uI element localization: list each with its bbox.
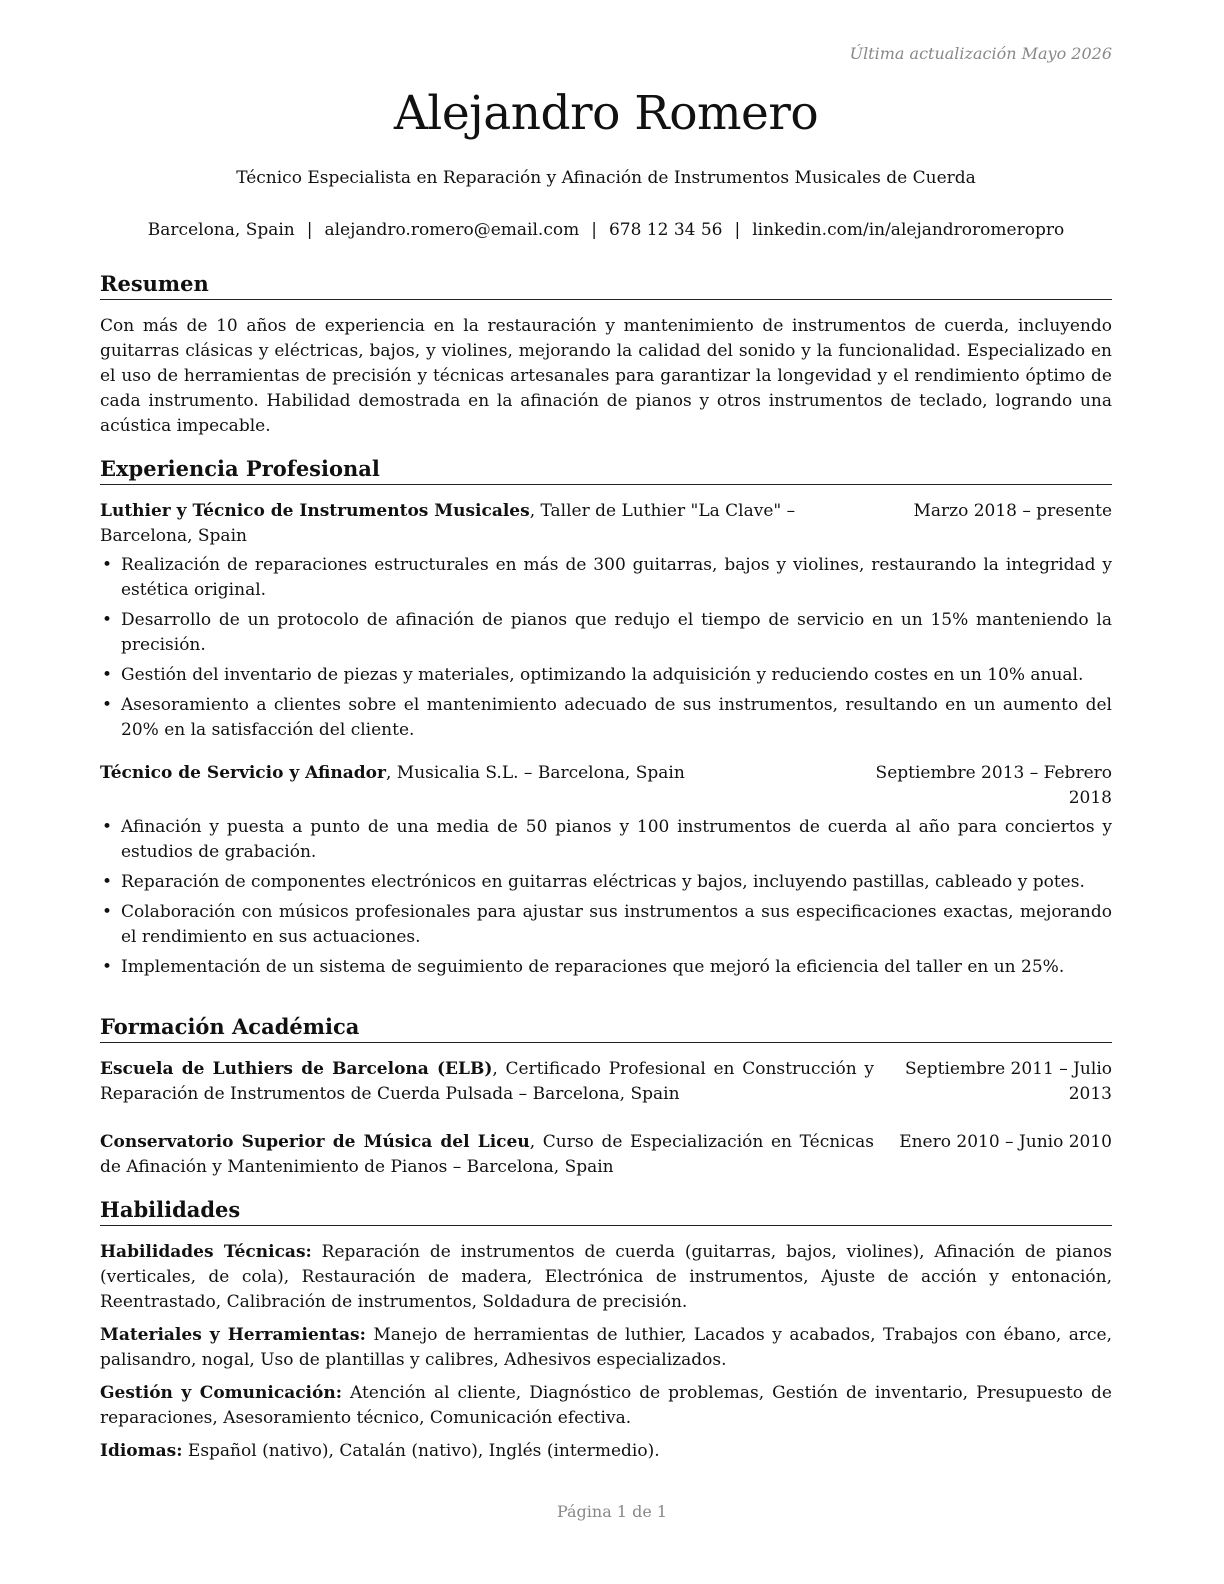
skill-label: Gestión y Comunicación: [100, 1383, 342, 1403]
skill-label: Habilidades Técnicas: [100, 1242, 312, 1262]
skill-text: Español (nativo), Catalán (nativo), Inglés (intermedio). [182, 1441, 660, 1461]
skill-group [100, 1240, 1112, 1315]
education-detail: , Certificado Profesional en Construcción y Reparación de Instrumentos de Cuerda Pulsada – Barcelona, Spain [100, 1059, 874, 1104]
skill-text: Reparación de instrumentos de cuerda (guitarras, bajos, violines), Afinación de pianos (verticales, de cola), Restauración de madera, Electrónica de instrumentos, Ajuste de acción y entonación, Reentrastado, Calibración de instrumentos, Soldadura de precisión. [100, 1242, 1112, 1312]
experience-section [100, 455, 1112, 985]
job-entry [100, 499, 1112, 743]
job-dates: Septiembre 2013 – Febrero 2018 [875, 763, 1112, 808]
summary-text: Con más de 10 años de experiencia en la restauración y mantenimiento de instrumentos de cuerda, incluyendo guitarras clásicas y eléctricas, bajos, y violines, mejorando la calidad del sonido y la funcionalidad. Especializado en el uso de herramientas de precisión y técnicas artesanales para garantizar la longevidad y el rendimiento óptimo de cada instrumento. Habilidad demostrada en la afinación de pianos y otros instrumentos de teclado, logrando una acústica impecable. [100, 316, 1112, 436]
job-dates: Marzo 2018 – presente [913, 501, 1112, 521]
job-bullets [100, 815, 1112, 980]
contact-linkedin[interactable]: linkedin.com/in/alejandroromeropro [752, 220, 1065, 240]
contact-separator: | [306, 220, 313, 240]
job-role: Luthier y Técnico de Instrumentos Musicales [100, 501, 530, 521]
contact-separator: | [734, 220, 741, 240]
job-bullet: • Implementación de un sistema de seguimiento de reparaciones que mejoró la eficiencia del taller en un 25%. [100, 955, 1112, 980]
skill-group [100, 1323, 1112, 1373]
person-name: Alejandro Romero [393, 86, 819, 141]
education-detail: , Curso de Especialización en Técnicas de Afinación y Mantenimiento de Pianos – Barcelona, Spain [100, 1132, 874, 1177]
skills-list [100, 1240, 1112, 1464]
skill-label: Idiomas: [100, 1441, 183, 1461]
contact-email[interactable]: alejandro.romero@email.com [324, 220, 580, 240]
section-title-experience: Experiencia Profesional [100, 455, 1112, 485]
job-header [100, 499, 1112, 549]
job-company: , Musicalia S.L. – Barcelona, Spain [385, 763, 685, 783]
job-bullets [100, 553, 1112, 743]
page-number: Página 1 de 1 [556, 1502, 668, 1521]
job-bullet: • Afinación y puesta a punto de una media de 50 pianos y 100 instrumentos de cuerda al año para conciertos y estudios de grabación. [100, 815, 1112, 865]
headline: Técnico Especialista en Reparación y Afinación de Instrumentos Musicales de Cuerda [236, 168, 976, 188]
job-company: , Taller de Luthier "La Clave" – Barcelona, Spain [100, 501, 796, 546]
skill-label: Materiales y Herramientas: [100, 1325, 366, 1345]
education-entry [100, 1130, 1112, 1180]
job-bullet: • Realización de reparaciones estructurales en más de 300 guitarras, bajos y violines, restaurando la integridad y estética original. [100, 553, 1112, 603]
education-school: Conservatorio Superior de Música del Liceu [100, 1132, 530, 1152]
section-title-summary: Resumen [100, 270, 1112, 300]
contact-line [100, 220, 1112, 240]
education-school: Escuela de Luthiers de Barcelona (ELB) [100, 1059, 493, 1079]
job-bullet: • Desarrollo de un protocolo de afinación de pianos que redujo el tiempo de servicio en un 15% manteniendo la precisión. [100, 608, 1112, 658]
skill-text: Atención al cliente, Diagnóstico de problemas, Gestión de inventario, Presupuesto de reparaciones, Asesoramiento técnico, Comunicación efectiva. [100, 1383, 1112, 1428]
job-entry [100, 761, 1112, 980]
skill-group [100, 1381, 1112, 1431]
contact-separator: | [591, 220, 597, 240]
skills-section [100, 1196, 1112, 1472]
section-title-skills: Habilidades [100, 1196, 1112, 1226]
job-bullet: • Reparación de componentes electrónicos en guitarras eléctricas y bajos, incluyendo pastillas, cableado y potes. [100, 870, 1112, 895]
summary-section [100, 270, 1112, 439]
section-title-education: Formación Académica [100, 1013, 1112, 1043]
education-section [100, 1013, 1112, 1180]
contact-location: Barcelona, Spain [147, 220, 295, 240]
job-bullet: • Asesoramiento a clientes sobre el mantenimiento adecuado de sus instrumentos, resultando en un aumento del 20% en la satisfacción del cliente. [100, 693, 1112, 743]
job-bullet: • Gestión del inventario de piezas y materiales, optimizando la adquisición y reduciendo costes en un 10% anual. [100, 663, 1112, 688]
skill-text: Manejo de herramientas de luthier, Lacados y acabados, Trabajos con ébano, arce, palisandro, nogal, Uso de plantillas y calibres, Adhesivos especializados. [100, 1325, 1112, 1370]
job-role: Técnico de Servicio y Afinador [100, 763, 386, 783]
contact-phone: 678 12 34 56 [608, 220, 723, 240]
job-bullet: • Colaboración con músicos profesionales para ajustar sus instrumentos a sus especificaciones exactas, mejorando el rendimiento en sus actuaciones. [100, 900, 1112, 950]
last-updated: Última actualización Mayo 2026 [849, 44, 1112, 63]
education-dates: Enero 2010 – Junio 2010 [899, 1132, 1112, 1152]
education-dates: Septiembre 2011 – Julio 2013 [905, 1059, 1112, 1104]
job-header [100, 761, 1112, 811]
skill-group [100, 1439, 1112, 1464]
education-entry [100, 1057, 1112, 1107]
